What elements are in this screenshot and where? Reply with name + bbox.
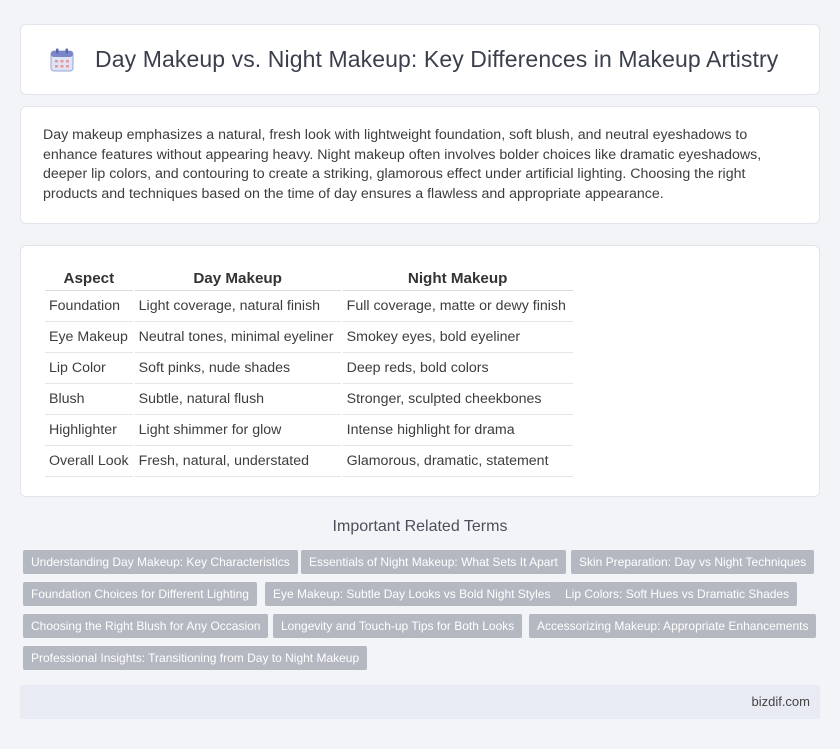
intro-card	[20, 106, 820, 224]
related-term-tag[interactable]: Foundation Choices for Different Lighting	[23, 582, 257, 606]
table-cell: Full coverage, matte or dewy finish	[343, 291, 573, 322]
table-row	[45, 322, 573, 353]
table-cell: Lip Color	[45, 353, 133, 384]
table-cell: Subtle, natural flush	[135, 384, 341, 415]
table-cell: Glamorous, dramatic, statement	[343, 446, 573, 477]
table-row	[45, 446, 573, 477]
related-term-tag[interactable]: Essentials of Night Makeup: What Sets It Apart	[301, 550, 566, 574]
table-cell: Overall Look	[45, 446, 133, 477]
table-cell: Neutral tones, minimal eyeliner	[135, 322, 341, 353]
related-terms-title: Important Related Terms	[332, 518, 508, 535]
related-term-tag[interactable]: Professional Insights: Transitioning from Day to Night Makeup	[23, 646, 367, 670]
comparison-table	[43, 266, 575, 477]
table-cell: Soft pinks, nude shades	[135, 353, 341, 384]
header-night-makeup: Night Makeup	[343, 266, 573, 291]
comparison-table-card	[20, 245, 820, 497]
header-aspect: Aspect	[45, 266, 133, 291]
table-cell: Blush	[45, 384, 133, 415]
table-cell: Stronger, sculpted cheekbones	[343, 384, 573, 415]
table-cell: Smokey eyes, bold eyeliner	[343, 322, 573, 353]
related-term-tag[interactable]: Accessorizing Makeup: Appropriate Enhancements	[529, 614, 816, 638]
related-term-tag[interactable]: Longevity and Touch-up Tips for Both Looks	[273, 614, 522, 638]
table-cell: Highlighter	[45, 415, 133, 446]
related-term-tag[interactable]: Choosing the Right Blush for Any Occasion	[23, 614, 268, 638]
table-cell: Fresh, natural, understated	[135, 446, 341, 477]
header-day-makeup: Day Makeup	[135, 266, 341, 291]
table-cell: Eye Makeup	[45, 322, 133, 353]
footer	[20, 685, 820, 719]
table-cell: Foundation	[45, 291, 133, 322]
table-row	[45, 384, 573, 415]
table-row	[45, 415, 573, 446]
table-cell: Light shimmer for glow	[135, 415, 341, 446]
related-term-tag[interactable]: Lip Colors: Soft Hues vs Dramatic Shades	[557, 582, 797, 606]
table-row	[45, 353, 573, 384]
related-term-tag[interactable]: Skin Preparation: Day vs Night Techniques	[571, 550, 814, 574]
calendar-icon	[49, 47, 75, 73]
table-header-row	[45, 266, 573, 291]
footer-brand[interactable]: bizdif.com	[751, 694, 810, 709]
table-cell: Intense highlight for drama	[343, 415, 573, 446]
related-term-tag[interactable]: Understanding Day Makeup: Key Characteristics	[23, 550, 298, 574]
table-cell: Light coverage, natural finish	[135, 291, 341, 322]
table-row	[45, 291, 573, 322]
related-term-tag[interactable]: Eye Makeup: Subtle Day Looks vs Bold Night Styles	[265, 582, 558, 606]
table-cell: Deep reds, bold colors	[343, 353, 573, 384]
page-title: Day Makeup vs. Night Makeup: Key Differences in Makeup Artistry	[95, 46, 779, 72]
header-card	[20, 24, 820, 95]
intro-text: Day makeup emphasizes a natural, fresh look with lightweight foundation, soft blush, and neutral eyeshadows to enhance features without appearing heavy. Night makeup often involves bolder choices like dramatic eyeshadows, deeper lip colors, and contouring to create a striking, glamorous effect under artificial lighting. Choosing the right products and techniques based on the time of day ensures a flawless and appropriate appearance.	[43, 127, 762, 202]
